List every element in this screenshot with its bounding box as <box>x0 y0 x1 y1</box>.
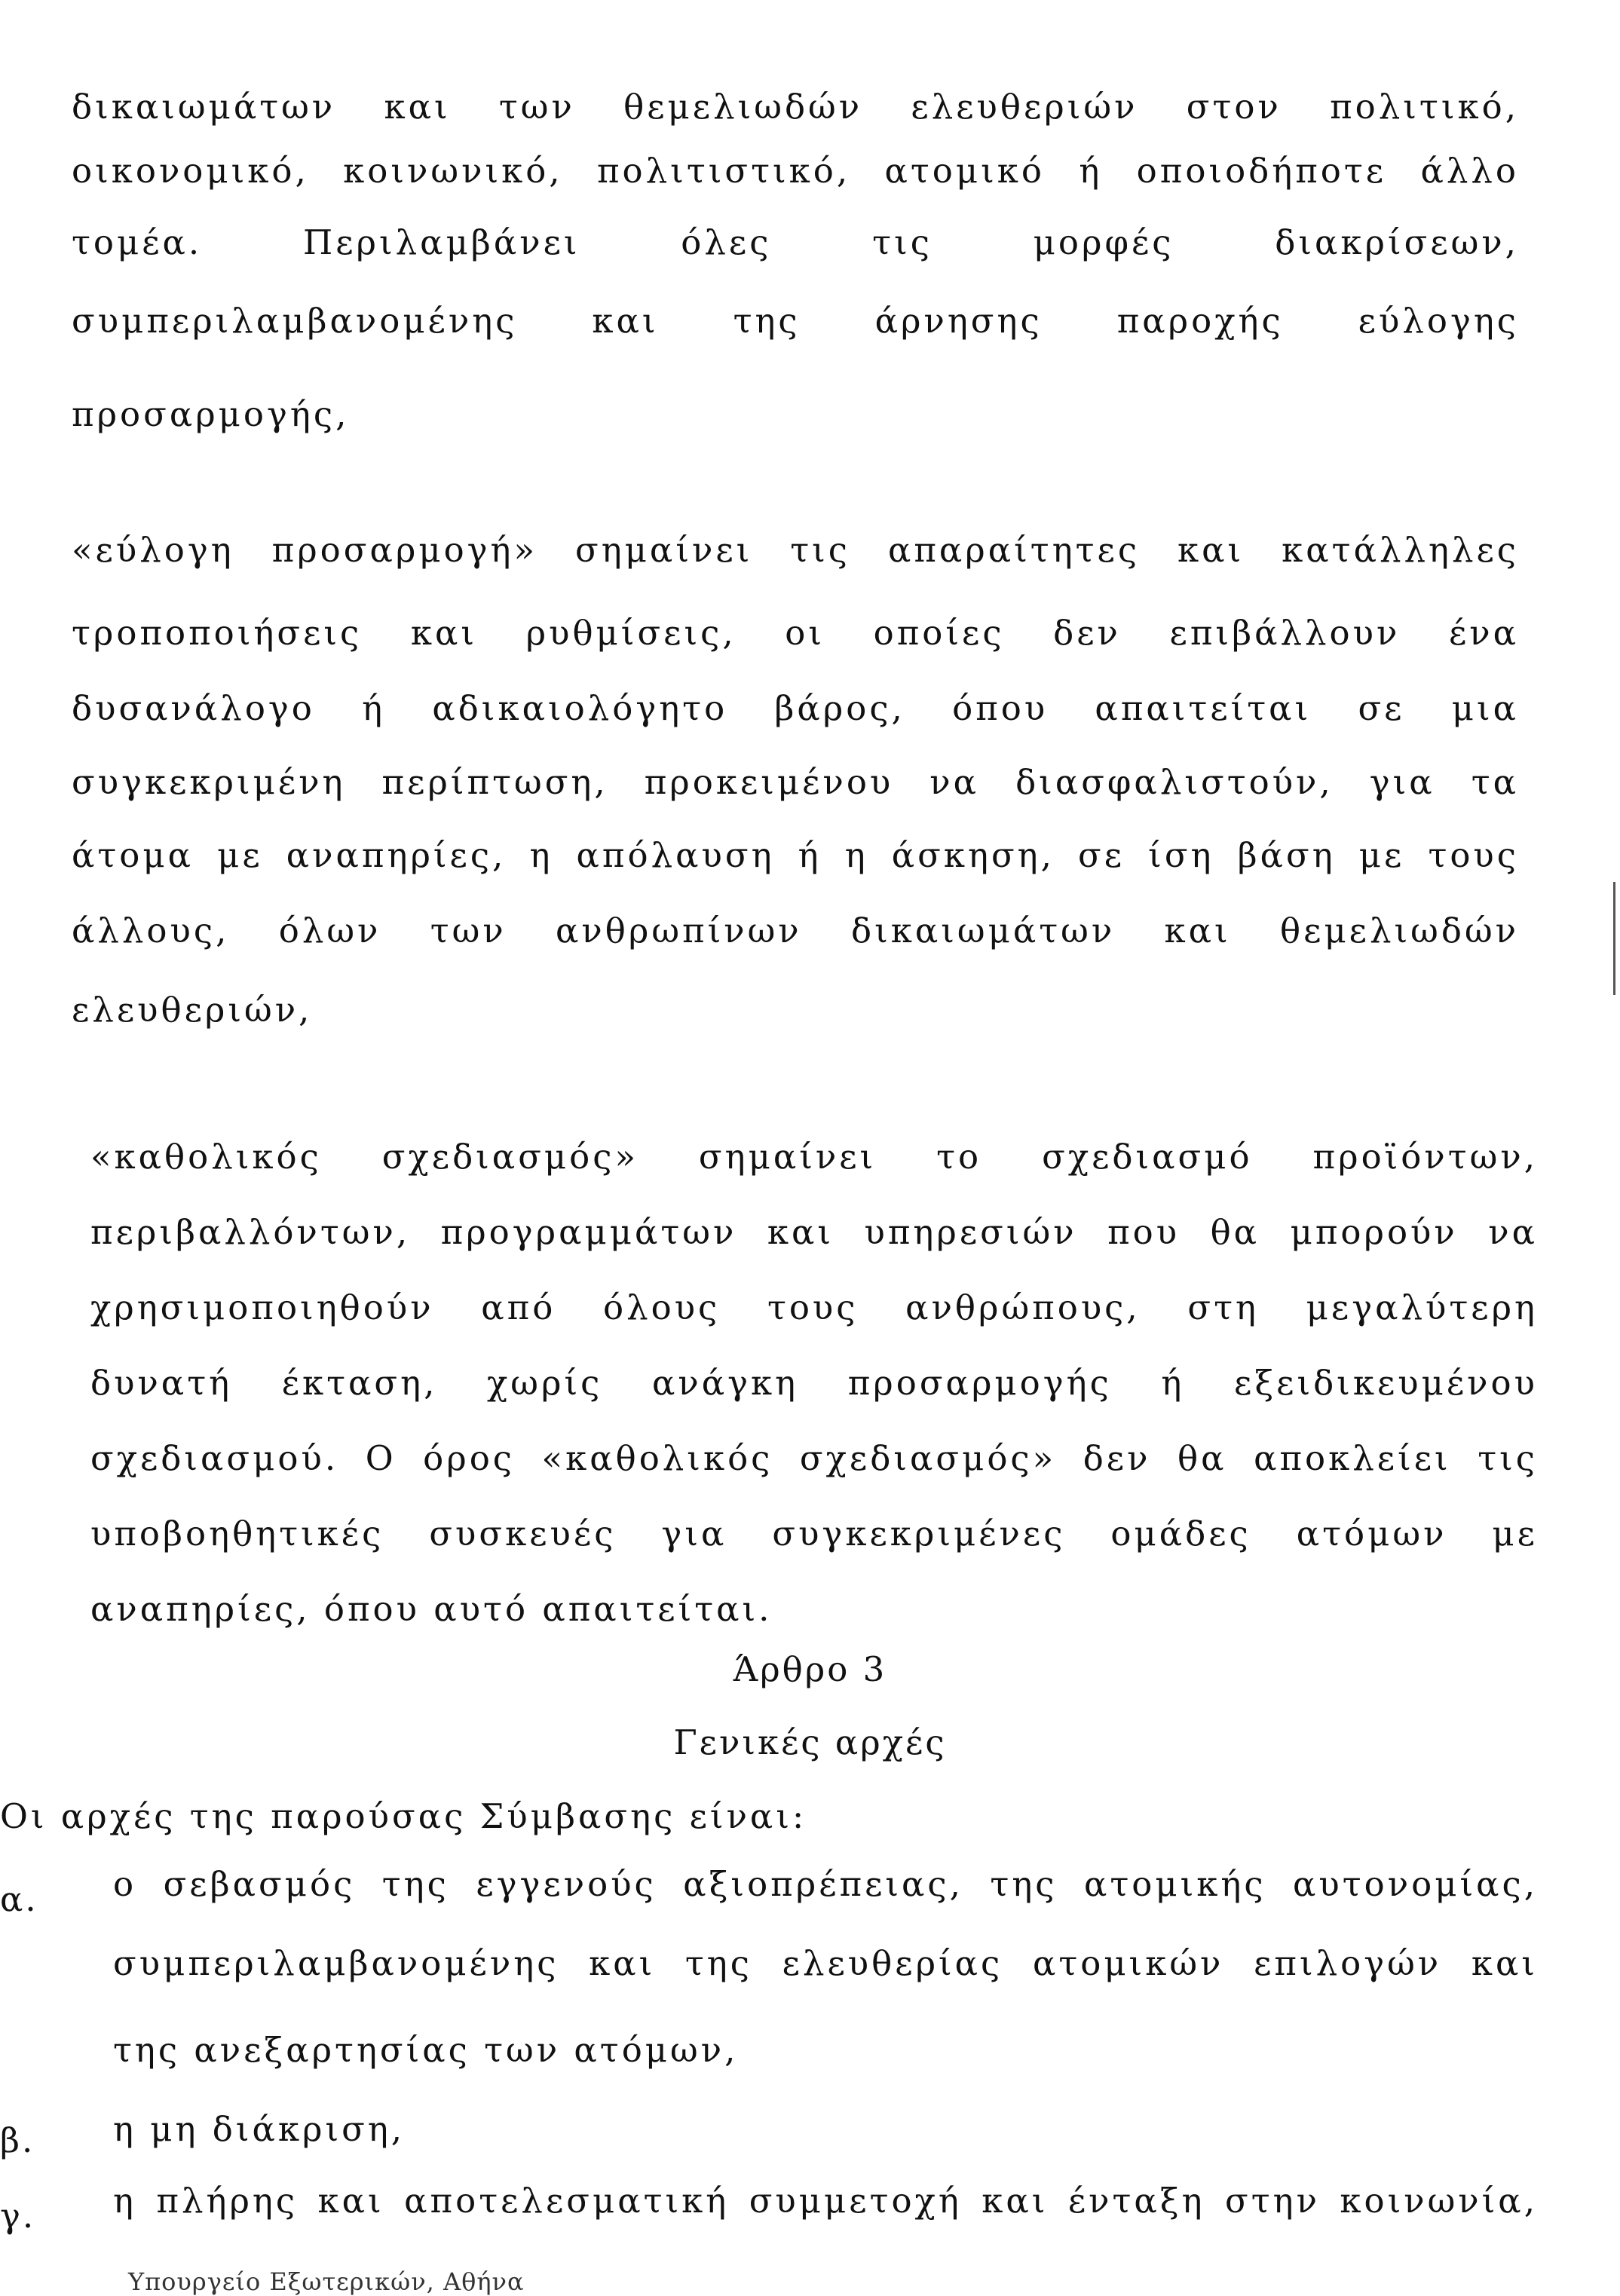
text-line: χρησιμοποιηθούν από όλους τους ανθρώπους, στη μεγαλύτερη <box>90 1287 1538 1327</box>
list-item-text: ο σεβασμός της εγγενούς αξιοπρέπειας, της ατομικής αυτονομίας, <box>113 1864 1538 1904</box>
text-line: δικαιωμάτων και των θεμελιωδών ελευθεριών στον πολιτικό, <box>72 87 1519 127</box>
text-line: αναπηρίες, όπου αυτό απαιτείται. <box>90 1589 773 1629</box>
text-line: προσαρμογής, <box>72 394 350 434</box>
list-item-text: η μη διάκριση, <box>113 2109 406 2149</box>
list-item-label: γ. <box>0 2196 36 2236</box>
list-item-text: η πλήρης και αποτελεσματική συμμετοχή και ένταξη στην κοινωνία, <box>113 2181 1538 2221</box>
text-line: «εύλογη προσαρμογή» σημαίνει τις απαραίτητες και κατάλληλες <box>72 530 1519 570</box>
article-title: Γενικές αρχές <box>673 1722 947 1762</box>
text-line: σχεδιασμού. Ο όρος «καθολικός σχεδιασμός» δεν θα αποκλείει τις <box>90 1438 1538 1478</box>
list-item-label: α. <box>0 1879 38 1919</box>
text-line: άλλους, όλων των ανθρωπίνων δικαιωμάτων και θεμελιωδών <box>72 911 1519 951</box>
text-line: δυσανάλογο ή αδικαιολόγητο βάρος, όπου απαιτείται σε μια <box>72 688 1519 728</box>
text-line: υποβοηθητικές συσκευές για συγκεκριμένες ομάδες ατόμων με <box>90 1514 1538 1554</box>
text-line: ελευθεριών, <box>72 990 313 1030</box>
list-item-text: συμπεριλαμβανομένης και της ελευθερίας ατομικών επιλογών και <box>113 1943 1538 1983</box>
text-line: τροποποιήσεις και ρυθμίσεις, οι οποίες δεν επιβάλλουν ένα <box>72 613 1519 653</box>
list-item-label: β. <box>0 2120 35 2160</box>
text-line: οικονομικό, κοινωνικό, πολιτιστικό, ατομικό ή οποιοδήποτε άλλο <box>72 151 1519 191</box>
article-number: Άρθρο 3 <box>733 1649 887 1689</box>
article-intro: Οι αρχές της παρούσας Σύμβασης είναι: <box>0 1796 807 1836</box>
page-footer: Υπουργείο Εξωτερικών, Αθήνα <box>128 2267 525 2296</box>
text-line: τομέα. Περιλαμβάνει όλες τις μορφές διακρίσεων, <box>72 222 1519 262</box>
text-line: άτομα με αναπηρίες, η απόλαυση ή η άσκηση, σε ίση βάση με τους <box>72 835 1519 875</box>
text-line: περιβαλλόντων, προγραμμάτων και υπηρεσιών που θα μπορούν να <box>90 1212 1538 1252</box>
list-item-text: της ανεξαρτησίας των ατόμων, <box>113 2030 739 2070</box>
text-line: συμπεριλαμβανομένης και της άρνησης παροχής εύλογης <box>72 301 1519 341</box>
text-line: «καθολικός σχεδιασμός» σημαίνει το σχεδιασμό προϊόντων, <box>90 1137 1538 1177</box>
text-line: δυνατή έκταση, χωρίς ανάγκη προσαρμογής ή εξειδικευμένου <box>90 1363 1538 1403</box>
text-line: συγκεκριμένη περίπτωση, προκειμένου να διασφαλιστούν, για τα <box>72 762 1519 802</box>
scan-edge-mark <box>1613 882 1615 995</box>
